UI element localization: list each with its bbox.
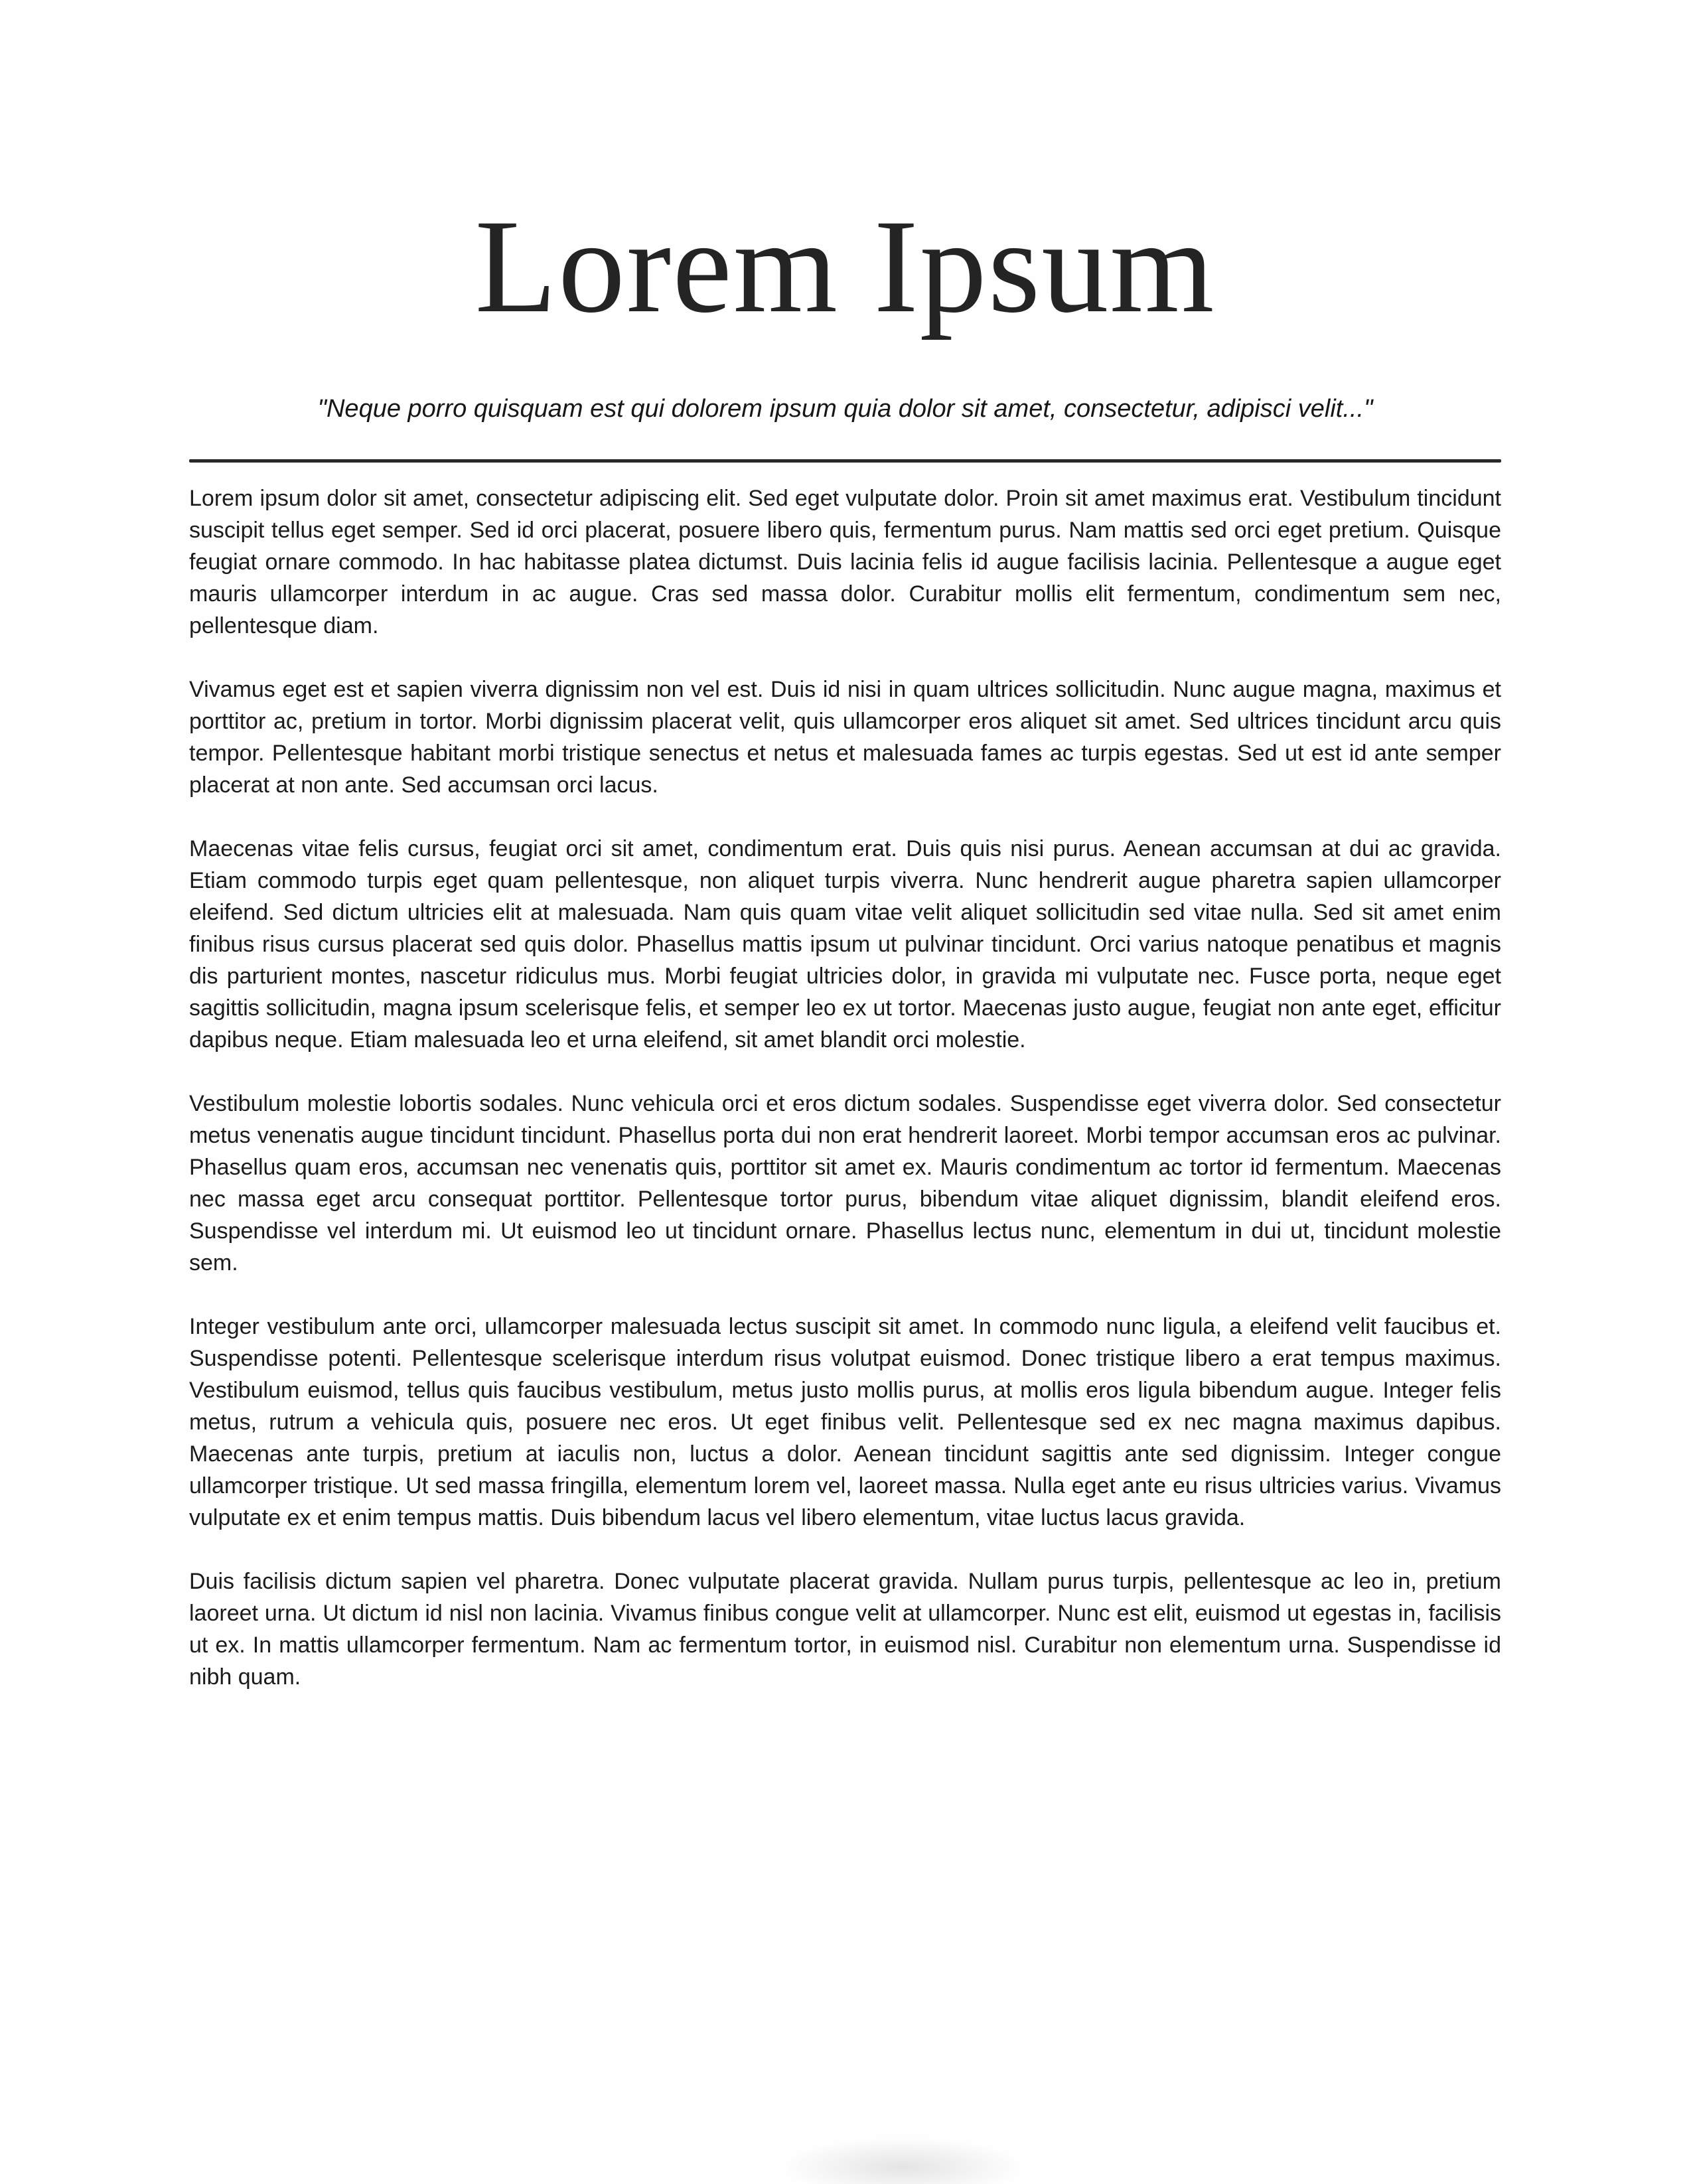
paragraph-4: Vestibulum molestie lobortis sodales. Nunc vehicula orci et eros dictum sodales. Suspendisse eget viverra dolor. Sed consectetur metus venenatis augue tincidunt tincidunt. Phasellus porta dui non erat hendrerit laoreet. Morbi tempor accumsan eros ac pulvinar. Phasellus quam eros, accumsan nec venenatis quis, porttitor sit amet ex. Mauris condimentum ac tortor id fermentum. Maecenas nec massa eget arcu consequat porttitor. Pellentesque tortor purus, bibendum vitae aliquet dignissim, blandit eleifend eros. Suspendisse vel interdum mi. Ut euismod leo ut tincidunt ornare. Phasellus lectus nunc, elementum in dui ut, tincidunt molestie sem. [189,1090,1501,1275]
scan-artifact [783,2138,1022,2184]
paragraph-2: Vivamus eget est et sapien viverra dignissim non vel est. Duis id nisi in quam ultrices sollicitudin. Nunc augue magna, maximus et porttitor ac, pretium in tortor. Morbi dignissim placerat velit, quis ullamcorper eros aliquet sit amet. Sed ultrices tincidunt arcu quis tempor. Pellentesque habitant morbi tristique senectus et netus et malesuada fames ac turpis egestas. Sed ut est id ante semper placerat at non ante. Sed accumsan orci lacus. [189,676,1501,798]
paragraph-5: Integer vestibulum ante orci, ullamcorper malesuada lectus suscipit sit amet. In commodo nunc ligula, a eleifend velit faucibus et. Suspendisse potenti. Pellentesque scelerisque interdum risus volutpat euismod. Donec tristique libero a erat tempus maximus. Vestibulum euismod, tellus quis faucibus vestibulum, metus justo mollis purus, at mollis eros ligula bibendum augue. Integer felis metus, rutrum a vehicula quis, posuere nec eros. Ut eget finibus velit. Pellentesque sed ex nec magna maximus dapibus. Maecenas ante turpis, pretium at iaculis non, luctus a dolor. Aenean tincidunt sagittis ante sed dignissim. Integer congue ullamcorper tristique. Ut sed massa fringilla, elementum lorem vel, laoreet massa. Nulla eget ante eu risus ultricies varius. Vivamus vulputate ex et enim tempus mattis. Duis bibendum lacus vel libero elementum, vitae luctus lacus gravida. [189,1313,1501,1530]
subtitle-quote: "Neque porro quisquam est qui dolorem ipsum quia dolor sit amet, consectetur, adipisci velit..." [317,395,1373,423]
body-text [189,482,1501,1693]
paragraph-1: Lorem ipsum dolor sit amet, consectetur adipiscing elit. Sed eget vulputate dolor. Proin sit amet maximus erat. Vestibulum tincidunt suscipit tellus eget semper. Sed id orci placerat, posuere libero quis, fermentum purus. Nam mattis sed orci eget pretium. Quisque feugiat ornare commodo. In hac habitasse platea dictumst. Duis lacinia felis id augue facilisis lacinia. Pellentesque a augue eget mauris ullamcorper interdum in ac augue. Cras sed massa dolor. Curabitur mollis elit fermentum, condimentum sem nec, pellentesque diam. [189,485,1501,638]
divider-rule [189,459,1501,463]
page-title: Lorem Ipsum [475,192,1216,340]
paragraph-6: Duis facilisis dictum sapien vel pharetra. Donec vulputate placerat gravida. Nullam purus turpis, pellentesque ac leo in, pretium laoreet urna. Ut dictum id nisl non lacinia. Vivamus finibus congue velit at ullamcorper. Nunc est elit, euismod ut egestas in, facilisis ut ex. In mattis ullamcorper fermentum. Nam ac fermentum tortor, in euismod nisl. Curabitur non elementum urna. Suspendisse id nibh quam. [189,1568,1501,1690]
paragraph-3: Maecenas vitae felis cursus, feugiat orci sit amet, condimentum erat. Duis quis nisi purus. Aenean accumsan at dui ac gravida. Etiam commodo turpis eget quam pellentesque, non aliquet turpis viverra. Nunc hendrerit augue pharetra sapien ullamcorper eleifend. Sed dictum ultricies elit at malesuada. Nam quis quam vitae velit aliquet sollicitudin sed vitae nulla. Sed sit amet enim finibus risus cursus placerat sed quis dolor. Phasellus mattis ipsum ut pulvinar tincidunt. Orci varius natoque penatibus et magnis dis parturient montes, nascetur ridiculus mus. Morbi feugiat ultricies dolor, in gravida mi vulputate nec. Fusce porta, neque eget sagittis sollicitudin, magna ipsum scelerisque felis, et semper leo ex ut tortor. Maecenas justo augue, feugiat non ante eget, efficitur dapibus neque. Etiam malesuada leo et urna eleifend, sit amet blandit orci molestie. [189,836,1501,1053]
